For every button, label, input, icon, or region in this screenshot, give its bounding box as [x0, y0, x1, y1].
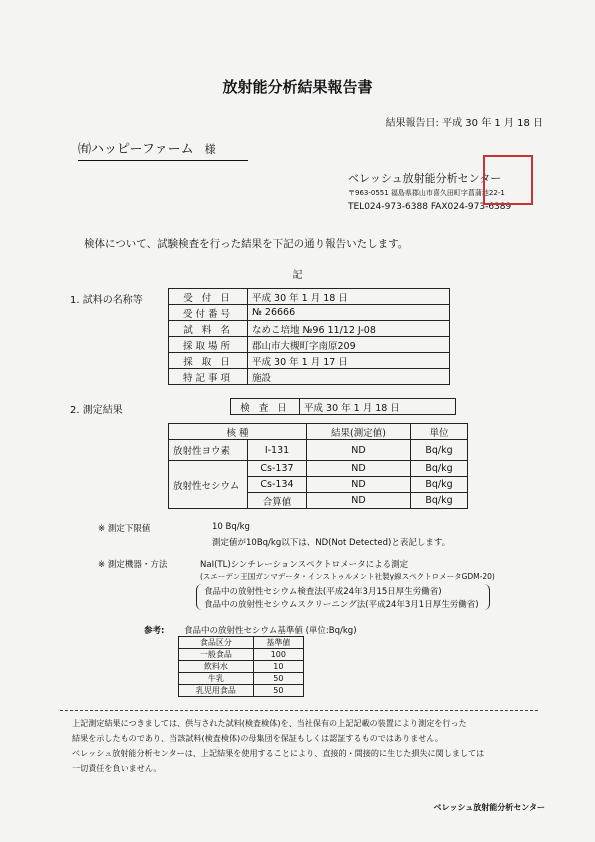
ref-cat: 牛乳 — [179, 673, 254, 685]
disclaimer-line-3: ベレッシュ放射能分析センターは、上記結果を使用することにより、直接的・間接的に生じた損失に関しましては — [72, 748, 485, 758]
ref-header-cat: 食品区分 — [179, 637, 254, 649]
cesium-unit: Bq/kg — [411, 461, 468, 477]
method-line-4: 食品中の放射性セシウムスクリーニング法(平成24年3月1日厚生労働省) — [204, 600, 479, 610]
cell-value: № 26666 — [248, 305, 450, 321]
cesium-result: ND — [307, 461, 411, 477]
table-row — [179, 673, 304, 685]
divider — [60, 710, 538, 711]
section1-label: 1. 試料の名称等 — [70, 295, 143, 306]
ref-val: 100 — [253, 649, 303, 661]
cell-value: 平成 30 年 1 月 17 日 — [248, 353, 450, 369]
cesium-group: 放射性セシウム — [169, 461, 248, 509]
section2-label: 2. 測定結果 — [70, 405, 123, 416]
issuer-tel-fax: TEL024-973-6388 FAX024-973-6389 — [348, 202, 512, 212]
cell-key: 受 付 日 — [169, 289, 248, 305]
addressee-suffix: 様 — [204, 143, 216, 156]
table-row — [179, 649, 304, 661]
addressee-name: ㈲ハッピーファーム — [78, 142, 194, 157]
table-row — [179, 661, 304, 673]
header-result: 結果(測定値) — [307, 424, 411, 440]
iodine-name: I-131 — [248, 440, 307, 461]
exam-date-table — [230, 398, 456, 415]
header-unit: 単位 — [411, 424, 468, 440]
table-row — [169, 369, 450, 385]
page-title: 放射能分析結果報告書 — [222, 78, 373, 96]
reference-label: 参考: — [144, 626, 165, 636]
limit-value: 10 Bq/kg — [212, 522, 250, 532]
cell-value: 施設 — [248, 369, 450, 385]
table-row — [231, 399, 456, 415]
header-nuclide: 核 種 — [169, 424, 307, 440]
iodine-unit: Bq/kg — [411, 440, 468, 461]
cell-key: 採 取 日 — [169, 353, 248, 369]
cell-value: なめこ培地 №96 11/12 J-08 — [248, 321, 450, 337]
iodine-group: 放射性ヨウ素 — [169, 440, 248, 461]
sample-info-table — [168, 288, 450, 385]
table-row — [169, 305, 450, 321]
cesium-unit: Bq/kg — [411, 477, 468, 493]
ref-header-val: 基準値 — [253, 637, 303, 649]
ref-val: 50 — [253, 685, 303, 697]
cesium-result: ND — [307, 493, 411, 509]
table-row — [179, 685, 304, 697]
footer-company: ベレッシュ放射能分析センター — [433, 803, 545, 812]
table-row — [169, 321, 450, 337]
ki-label: 記 — [292, 270, 303, 281]
exam-date-value: 平成 30 年 1 月 18 日 — [300, 399, 456, 415]
limit-label: ※ 測定下限値 — [98, 524, 151, 534]
cesium-name: 合算値 — [248, 493, 307, 509]
limit-note: 測定値が10Bq/kg以下は、ND(Not Detected)と表記します。 — [212, 538, 451, 548]
ref-cat: 乳児用食品 — [179, 685, 254, 697]
table-row — [169, 353, 450, 369]
issuer-name: ベレッシュ放射能分析センター — [348, 172, 502, 185]
table-row — [169, 461, 468, 477]
table-row — [169, 289, 450, 305]
company-seal — [483, 155, 533, 205]
cesium-result: ND — [307, 477, 411, 493]
cell-key: 試 料 名 — [169, 321, 248, 337]
method-label: ※ 測定機器・方法 — [98, 560, 168, 570]
ref-cat: 飲料水 — [179, 661, 254, 673]
disclaimer-line-2: 結果を示したものであり、当該試料(検査検体)の母集団を保証もしくは認証するものではありません。 — [72, 733, 444, 743]
ref-val: 10 — [253, 661, 303, 673]
intro-text: 検体について、試験検査を行った結果を下記の通り報告いたします。 — [84, 238, 409, 250]
cesium-unit: Bq/kg — [411, 493, 468, 509]
reference-title: 食品中の放射性セシウム基準値 (単位:Bq/kg) — [184, 626, 357, 636]
cesium-name: Cs-134 — [248, 477, 307, 493]
table-row — [169, 337, 450, 353]
issuer-address: 〒963-0551 福島県郡山市喜久田町字菖蒲池22-1 — [348, 189, 505, 197]
reference-table — [178, 636, 304, 697]
cell-value: 郡山市大槻町字南原209 — [248, 337, 450, 353]
cell-value: 平成 30 年 1 月 18 日 — [248, 289, 450, 305]
ref-cat: 一般食品 — [179, 649, 254, 661]
disclaimer-line-1: 上記測定結果につきましては、供与された試料(検査検体)を、当社保有の上記記載の装置により測定を行った — [72, 718, 467, 728]
method-line-2: (スエーデン王国ガンマデータ・インストゥルメント社製γ線スペクトロメータGDM-20) — [200, 572, 495, 581]
cesium-name: Cs-137 — [248, 461, 307, 477]
cell-key: 採取場所 — [169, 337, 248, 353]
results-table — [168, 423, 468, 509]
ref-val: 50 — [253, 673, 303, 685]
cell-key: 特記事項 — [169, 369, 248, 385]
disclaimer-line-4: 一切責任を負いません。 — [72, 763, 162, 773]
method-line-3: 食品中の放射性セシウム検査法(平成24年3月15日厚生労働省) — [204, 587, 442, 597]
table-row — [169, 440, 468, 461]
addressee — [78, 138, 248, 161]
method-line-1: NaI(TL)シンチレーションスペクトロメータによる測定 — [200, 560, 409, 570]
exam-date-label: 検 査 日 — [231, 399, 300, 415]
table-row — [169, 424, 468, 440]
report-date: 結果報告日: 平成 30 年 1 月 18 日 — [385, 118, 543, 129]
cell-key: 受付番号 — [169, 305, 248, 321]
iodine-result: ND — [307, 440, 411, 461]
table-row — [179, 637, 304, 649]
